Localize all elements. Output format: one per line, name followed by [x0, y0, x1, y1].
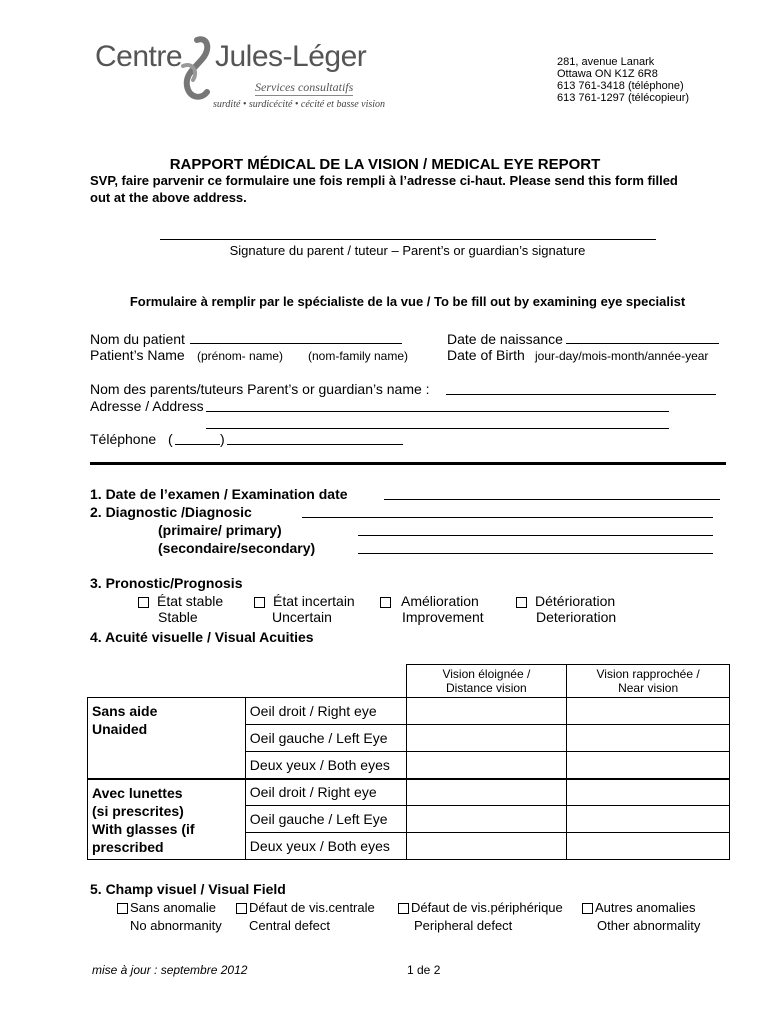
secondary-label: (secondaire/secondary) [158, 540, 316, 556]
checkbox-deterioration[interactable] [516, 597, 527, 608]
primary-field[interactable] [358, 535, 713, 536]
checkbox-no-abnormality[interactable] [117, 903, 128, 914]
dob-field[interactable] [566, 343, 719, 344]
address-field-2[interactable] [206, 428, 669, 429]
row-label-left-eye: Oeil gauche / Left Eye [245, 725, 406, 752]
exam-date-field[interactable] [384, 499, 720, 500]
patient-name-field[interactable] [190, 343, 402, 344]
option-label-en: Central defect [249, 918, 330, 933]
cell-unaided-right-distance[interactable] [406, 698, 567, 725]
option-label-fr: État incertain [273, 593, 355, 609]
row-label-both-eyes: Deux yeux / Both eyes [245, 833, 406, 860]
address-field-1[interactable] [206, 411, 669, 412]
instruction-line-2: out at the above address. [90, 190, 247, 205]
logo-tagline: surdité • surdicécité • cécité et basse vision [213, 99, 386, 110]
secondary-field[interactable] [358, 553, 713, 554]
checkbox-central-defect[interactable] [236, 903, 247, 914]
option-label-fr: Détérioration [535, 593, 616, 609]
phone-label: Téléphone [90, 431, 157, 447]
address-line: Ottawa ON K1Z 6R8 [557, 68, 658, 80]
specialist-note: Formulaire à remplir par le spécialiste de la vue / To be fill out by examining eye specialist [129, 294, 686, 309]
cell-glasses-both-near[interactable] [567, 833, 730, 860]
address-label: Adresse / Address [90, 398, 204, 414]
phone-close: ) [220, 431, 225, 447]
instruction-line-1: SVP, faire parvenir ce formulaire une fois rempli à l’adresse ci-haut. Please send this form filled [90, 173, 678, 188]
cell-glasses-left-distance[interactable] [406, 806, 567, 833]
option-label-en: Stable [158, 609, 198, 625]
acuity-label: 4. Acuité visuelle / Visual Acuities [90, 629, 314, 645]
footer-updated: mise à jour : septembre 2012 [92, 963, 248, 977]
prognosis-label: 3. Pronostic/Prognosis [90, 575, 243, 591]
checkbox-uncertain[interactable] [254, 597, 265, 608]
group-text: prescribed [92, 838, 164, 855]
row-group-unaided [88, 698, 246, 779]
header-text: Vision rapprochée / [596, 667, 700, 681]
row-label-both-eyes: Deux yeux / Both eyes [245, 752, 406, 779]
group-text: (si prescrites) [92, 802, 184, 819]
first-name-hint: (prénom- name) [197, 349, 284, 363]
checkbox-other-abnormality[interactable] [582, 903, 593, 914]
option-label-en: Peripheral defect [414, 918, 513, 933]
address-line: 613 761-1297 (télécopieur) [557, 92, 690, 104]
patient-name-label-en: Patient’s Name [90, 347, 185, 363]
cell-glasses-right-near[interactable] [567, 779, 730, 806]
cell-glasses-both-distance[interactable] [406, 833, 567, 860]
table-empty-corner [88, 665, 407, 698]
prognosis-option-deterioration[interactable] [516, 593, 616, 625]
section-divider [90, 462, 726, 465]
logo-subtitle: Services consultatifs [255, 80, 354, 94]
option-label-fr: Défaut de vis.périphérique [411, 900, 563, 915]
header-text: Vision éloignée / [442, 667, 531, 681]
field-option-normal[interactable] [117, 899, 222, 935]
option-label-fr: Amélioration [401, 593, 479, 609]
row-group-glasses [88, 779, 246, 860]
diagnosis-field[interactable] [302, 517, 713, 518]
prognosis-option-uncertain[interactable] [254, 593, 355, 625]
signature-line[interactable] [160, 239, 656, 240]
group-text: With glasses (if [92, 820, 195, 837]
phone-number-field[interactable] [227, 444, 403, 445]
option-label-en: Other abnormality [597, 918, 701, 933]
dob-label-en: Date of Birth [447, 347, 525, 363]
logo-text-left: Centre [95, 40, 183, 73]
group-text: Avec lunettes [92, 784, 183, 801]
footer-page-number: 1 de 2 [407, 963, 441, 977]
dob-label: Date de naissance [447, 331, 563, 347]
option-label-en: Uncertain [272, 609, 332, 625]
checkbox-stable[interactable] [138, 597, 149, 608]
diagnosis-label: 2. Diagnostic /Diagnosic [90, 504, 252, 520]
cell-unaided-right-near[interactable] [567, 698, 730, 725]
parents-field[interactable] [446, 394, 716, 395]
primary-label: (primaire/ primary) [158, 522, 282, 538]
cell-unaided-both-near[interactable] [567, 752, 730, 779]
visual-field-label: 5. Champ visuel / Visual Field [90, 881, 286, 897]
cell-glasses-left-near[interactable] [567, 806, 730, 833]
header-distance-vision [406, 665, 567, 698]
option-label-fr: Défaut de vis.centrale [249, 900, 375, 915]
phone-area-field[interactable] [175, 444, 220, 445]
dob-hint: jour-day/mois-month/année-year [535, 349, 709, 363]
header-text: Distance vision [446, 681, 527, 695]
phone-open: ( [168, 431, 173, 447]
prognosis-option-stable[interactable] [138, 593, 223, 625]
header-text: Near vision [618, 681, 679, 695]
parents-label: Nom des parents/tuteurs Parent’s or guardian’s name : [90, 381, 430, 397]
checkbox-improvement[interactable] [380, 597, 391, 608]
row-label-left-eye: Oeil gauche / Left Eye [245, 806, 406, 833]
patient-name-label: Nom du patient [90, 331, 185, 347]
logo-text-right: Jules-Léger [215, 40, 367, 73]
signature-label: Signature du parent / tuteur – Parent’s or guardian’s signature [229, 243, 586, 258]
logo-mark-icon [177, 36, 213, 106]
address-line: 281, avenue Lanark [557, 56, 655, 68]
group-text: Sans aide [92, 703, 158, 719]
logo [95, 36, 395, 116]
last-name-hint: (nom-family name) [308, 349, 409, 363]
page-title: RAPPORT MÉDICAL DE LA VISION / MEDICAL EYE REPORT [169, 156, 601, 173]
prognosis-option-improvement[interactable] [380, 593, 484, 625]
option-label-en: Improvement [402, 609, 484, 625]
option-label-en: No abnormanity [130, 918, 222, 933]
cell-unaided-left-near[interactable] [567, 725, 730, 752]
option-label-fr: Sans anomalie [130, 900, 216, 915]
checkbox-peripheral-defect[interactable] [398, 903, 409, 914]
address-block [557, 56, 689, 104]
row-label-right-eye: Oeil droit / Right eye [245, 779, 406, 806]
option-label-fr: Autres anomalies [595, 900, 696, 915]
cell-glasses-right-distance[interactable] [406, 779, 567, 806]
exam-date-label: 1. Date de l’examen / Examination date [90, 486, 348, 502]
group-text: Unaided [92, 721, 148, 737]
row-label-right-eye: Oeil droit / Right eye [245, 698, 406, 725]
field-option-other[interactable] [582, 899, 700, 935]
option-label-fr: État stable [157, 593, 224, 609]
address-line: 613 761-3418 (téléphone) [557, 80, 684, 92]
field-option-central[interactable] [236, 899, 375, 935]
field-option-peripheral[interactable] [398, 899, 563, 935]
cell-unaided-both-distance[interactable] [406, 752, 567, 779]
option-label-en: Deterioration [536, 609, 617, 625]
cell-unaided-left-distance[interactable] [406, 725, 567, 752]
acuity-table [87, 664, 730, 860]
header-near-vision [567, 665, 730, 698]
